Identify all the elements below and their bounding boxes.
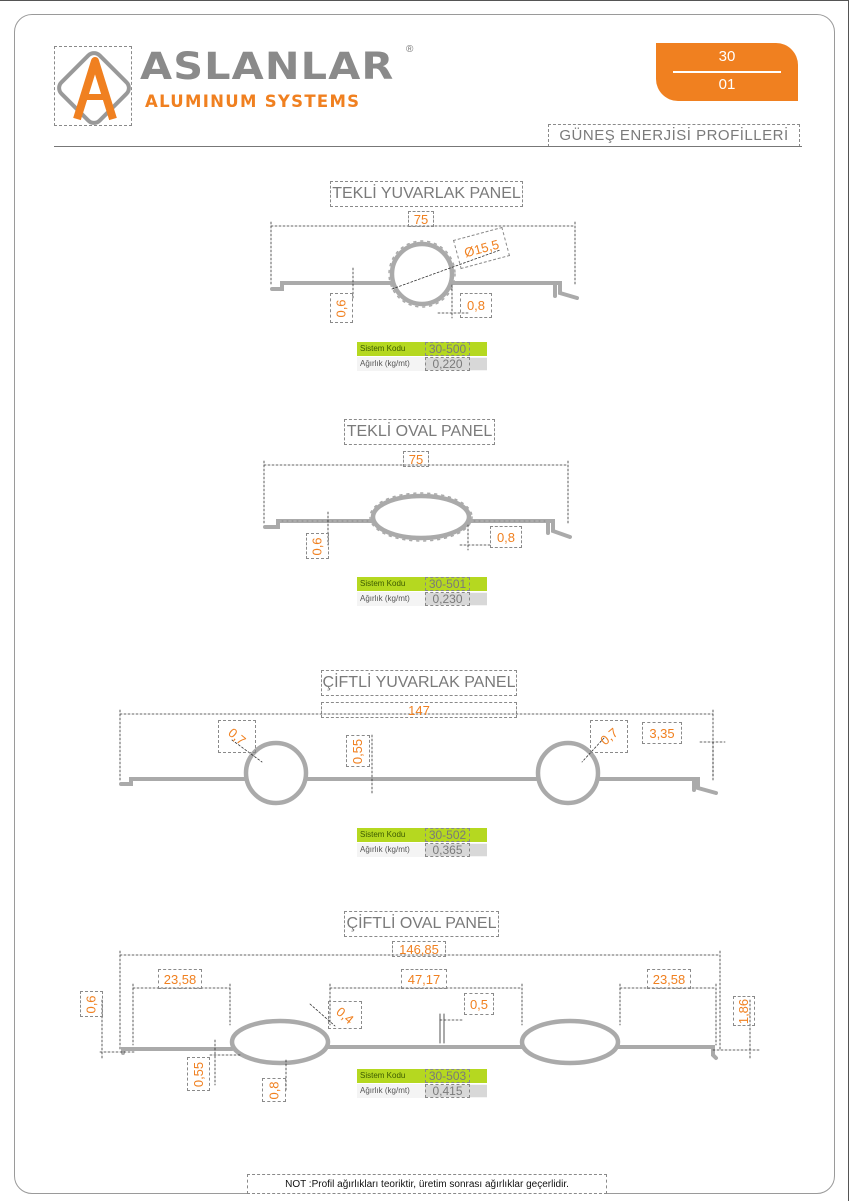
badge-page: 01 — [718, 76, 736, 93]
system-code-label: Sistem Kodu — [360, 579, 406, 588]
weight-label: Ağırlık (kg/mt) — [360, 359, 410, 368]
profile-30-503 — [123, 1014, 716, 1063]
dim-wall-30-500: 0,8 — [460, 293, 492, 318]
registered-mark: ® — [406, 44, 414, 55]
info-30-500 — [357, 342, 487, 372]
dims-30-502 — [120, 710, 725, 795]
weight-label: Ağırlık (kg/mt) — [360, 1086, 410, 1095]
dim-base-thk-30-503: 0,55 — [187, 1057, 210, 1091]
dim-width-30-501: 75 — [403, 451, 429, 467]
dim-center-30-503: 47,17 — [401, 969, 447, 989]
system-code-value: 30-501 — [425, 577, 470, 591]
weight-label: Ağırlık (kg/mt) — [360, 845, 410, 854]
dim-left-thk-30-503: 0,6 — [80, 991, 103, 1017]
weight-value: 0,220 — [425, 357, 470, 371]
dim-thickness-30-501: 0,6 — [306, 533, 329, 559]
dim-wall-30-503: 0,4 — [328, 1001, 362, 1029]
dim-thickness-30-500: 0,6 — [330, 293, 353, 323]
profile-30-500 — [272, 241, 577, 307]
info-30-503 — [357, 1069, 487, 1099]
weight-value: 0,365 — [425, 843, 470, 857]
dim-width-30-502: 147 — [321, 702, 517, 718]
system-code-label: Sistem Kodu — [360, 830, 406, 839]
system-code-value: 30-502 — [425, 828, 470, 842]
panel-title-30-500: TEKLİ YUVARLAK PANEL — [330, 181, 523, 207]
panel-title-30-503: ÇİFTLİ OVAL PANEL — [344, 911, 499, 937]
system-code-label: Sistem Kodu — [360, 344, 406, 353]
dim-lip-30-502: 3,35 — [642, 722, 682, 744]
system-code-value: 30-500 — [425, 342, 470, 356]
section-title: GÜNEŞ ENERJİSİ PROFİLLERİ — [548, 124, 800, 147]
dim-tube-30-503: 0,8 — [262, 1078, 286, 1102]
weight-value: 0,230 — [425, 592, 470, 606]
weight-label: Ağırlık (kg/mt) — [360, 594, 410, 603]
dim-right-30-503: 23,58 — [647, 969, 691, 989]
info-30-502 — [357, 828, 487, 858]
dim-width-30-500: 75 — [408, 211, 434, 227]
system-code-label: Sistem Kodu — [360, 1071, 406, 1080]
panel-title-30-502: ÇİFTLİ YUVARLAK PANEL — [321, 670, 517, 696]
info-30-501 — [357, 577, 487, 607]
badge-series: 30 — [718, 48, 736, 65]
panel-title-30-501: TEKLİ OVAL PANEL — [344, 419, 495, 445]
dim-thickness-30-502: 0,55 — [346, 735, 370, 767]
weight-value: 0,415 — [425, 1084, 470, 1098]
dim-right-h-30-503: 1,86 — [733, 996, 755, 1026]
dim-wall-left-30-502: 0,7 — [218, 720, 256, 753]
dim-wall-30-501: 0,8 — [490, 526, 522, 548]
system-code-value: 30-503 — [425, 1069, 470, 1083]
brand-subtitle: ALUMINUM SYSTEMS — [145, 92, 361, 111]
dim-diameter-30-500: Ø15,5 — [453, 227, 510, 269]
dim-width-30-503: 146,85 — [392, 941, 446, 957]
dim-left-30-503: 23,58 — [158, 969, 202, 989]
weight-note: NOT :Profil ağırlıkları teoriktir, üretim sonrası ağırlıklar geçerlidir. — [247, 1174, 607, 1194]
dim-wall-right-30-502: 0,7 — [590, 720, 628, 753]
dim-rib-30-503: 0,5 — [464, 993, 494, 1015]
brand-name: ASLANLAR — [140, 45, 395, 88]
